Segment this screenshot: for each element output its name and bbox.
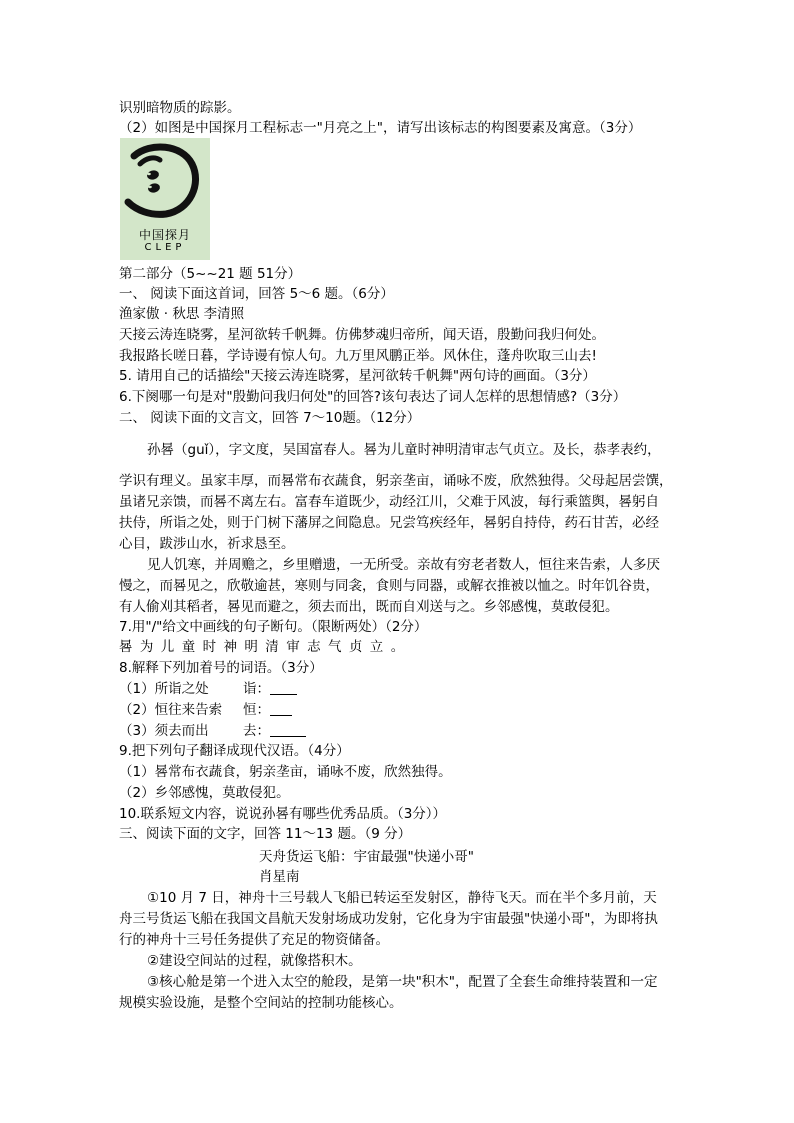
logo-en-text: CLEP — [144, 242, 186, 253]
q7-sentence: 晷为儿童时神明清审志气贞立。 — [119, 639, 412, 655]
poem-title: 渔家傲 · 秋思 李清照 — [119, 306, 245, 322]
logo-cn-text: 中国探月 — [138, 228, 191, 242]
moon-brush-icon — [120, 138, 210, 226]
poem-line: 天接云涛连晓雾，星河欲转千帆舞。仿佛梦魂归帝所，闻天语，殷勤问我归何处。 — [119, 327, 605, 343]
q8-phrase: （3）须去而出 — [119, 723, 209, 739]
q8-word: 诣： — [243, 681, 270, 697]
article-line: 规模实验设施，是整个空间站的控制功能核心。 — [119, 995, 403, 1011]
question-2: （2）如图是中国探月工程标志一"月亮之上"，请写出该标志的构图要素及寓意。（3分） — [119, 120, 642, 136]
q8-phrase: （1）所诣之处 — [119, 681, 209, 697]
article-line: 行的神舟十三号任务提供了充足的物资储备。 — [119, 932, 389, 948]
question-7: 7.用"/"给文中画线的句子断句。（限断两处）（2分） — [119, 619, 428, 635]
q9-item: （1）晷常布衣蔬食，躬亲垄亩，诵咏不废，欣然独得。 — [119, 764, 452, 780]
article-title: 天舟货运飞船：宇宙最强"快递小哥" — [259, 849, 474, 865]
part-heading: 第二部分（5~~21 题 51分） — [119, 266, 302, 282]
clep-logo — [120, 138, 210, 260]
question-6: 6.下阕哪一句是对"殷勤问我归何处"的回答?该句表达了词人怎样的思想情感?（3分） — [119, 389, 627, 405]
article-line: 舟三号货运飞船在我国文昌航天发射场成功发射，它化身为宇宙最强"快递小哥"，为即将执 — [119, 911, 658, 927]
article-line: ②建设空间站的过程，就像搭积木。 — [147, 953, 362, 969]
answer-blank[interactable] — [270, 722, 306, 737]
passage-line: 虽诸兄亲馈，而晷不离左右。富春车道既少，动经江川，父难于风波，每行乘篮舆，晷躬自 — [119, 494, 659, 510]
passage-line: 孙晷（guǐ），字文度，吴国富春人。晷为儿童时神明清审志气贞立。及长，恭孝表约， — [147, 442, 661, 458]
poem-line: 我报路长嗟日暮，学诗谩有惊人句。九万里风鹏正举。风休住，蓬舟吹取三山去! — [119, 348, 597, 364]
passage-line: 有人偷刈其稻者，晷见而避之，须去而出，既而自刈送与之。乡邻感愧，莫敢侵犯。 — [119, 599, 619, 615]
question-9: 9.把下列句子翻译成现代汉语。（4分） — [119, 743, 350, 759]
passage-line: 见人饥寒，并周赡之，乡里赠遗，一无所受。亲故有穷老者数人，恒往来告索，人多厌 — [147, 557, 660, 573]
question-5: 5. 请用自己的话描绘"天接云涛连晓雾，星河欲转千帆舞"两句诗的画面。（3分） — [119, 368, 596, 384]
q9-item: （2）乡邻感愧，莫敢侵犯。 — [119, 785, 290, 801]
q8-item — [119, 700, 292, 720]
q8-item — [119, 721, 306, 741]
text-line: 识别暗物质的踪影。 — [119, 100, 241, 116]
q8-item — [119, 679, 297, 699]
section-heading: 三、阅读下面的文字，回答 11～13 题。（9 分） — [119, 826, 412, 842]
q8-word: 去： — [243, 723, 270, 739]
section-heading: 一、 阅读下面这首词，回答 5～6 题。（6分） — [119, 286, 394, 302]
q8-word: 恒： — [243, 702, 270, 718]
article-author: 肖星南 — [259, 869, 300, 885]
answer-blank[interactable] — [270, 701, 292, 716]
question-10: 10.联系短文内容，说说孙晷有哪些优秀品质。（3分）） — [119, 806, 447, 822]
passage-line: 学识有理义。虽家丰厚，而晷常布衣蔬食，躬亲垄亩，诵咏不废，欣然独得。父母起居尝馔， — [119, 473, 673, 489]
passage-line: 扶侍，所诣之处，则于门树下藩屏之间隐息。兄尝笃疾经年，晷躬自持侍，药石甘苦，必经 — [119, 515, 659, 531]
section-heading: 二、 阅读下面的文言文，回答 7～10题。（12分） — [119, 410, 421, 426]
q8-phrase: （2）恒往来告索 — [119, 702, 223, 718]
passage-line: 心目，跋涉山水，祈求恳至。 — [119, 536, 295, 552]
passage-line: 慢之，而晷见之，欣敬逾甚，寒则与同衾，食则与同器，或解衣推被以恤之。时年饥谷贵， — [119, 578, 659, 594]
article-line: ③核心舱是第一个进入太空的舱段，是第一块"积木"，配置了全套生命维持装置和一定 — [147, 974, 658, 990]
question-8: 8.解释下列加着号的词语。（3分） — [119, 660, 323, 676]
answer-blank[interactable] — [270, 680, 297, 695]
article-line: ①10 月 7 日，神舟十三号载人飞船已转运至发射区，静待飞天。而在半个多月前，天 — [147, 890, 657, 906]
